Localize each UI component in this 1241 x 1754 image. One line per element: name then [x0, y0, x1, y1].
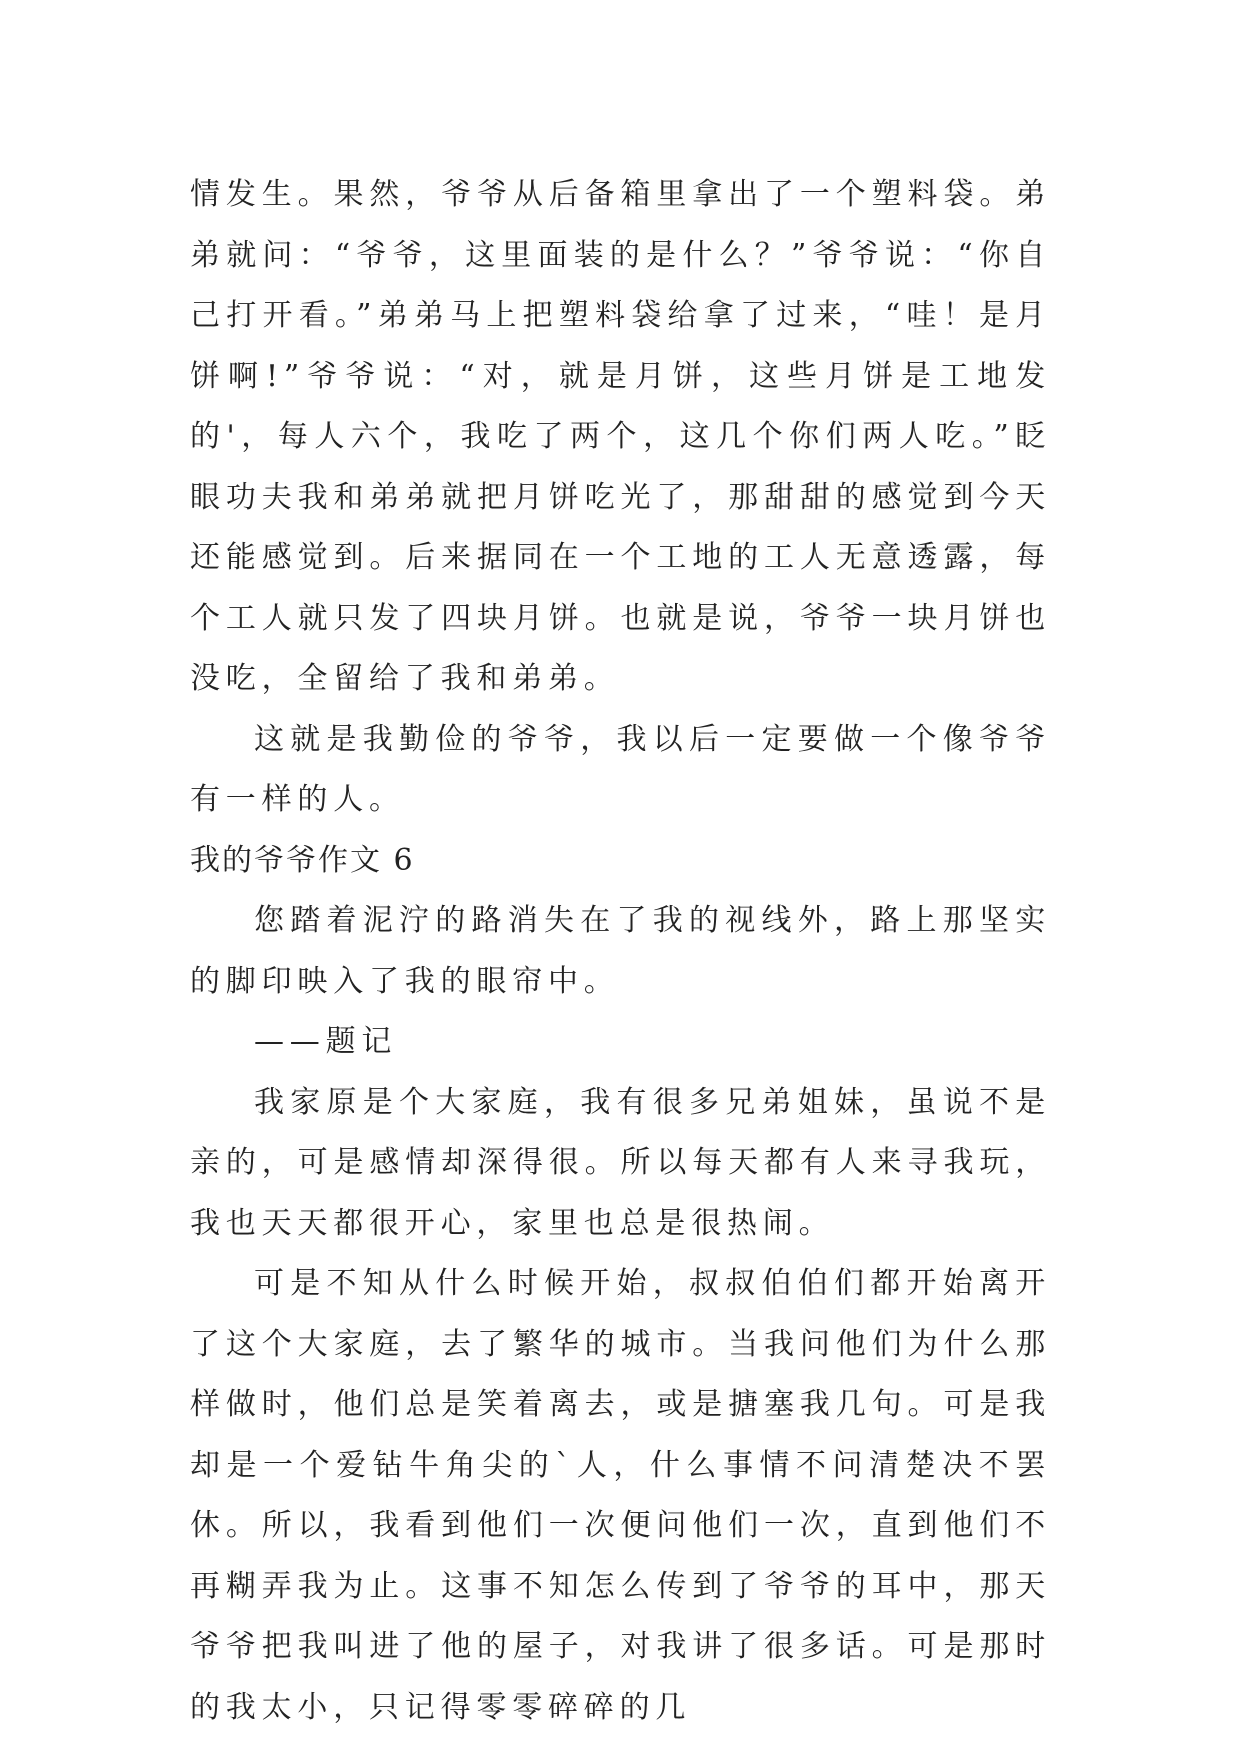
document-page — [190, 165, 1051, 1738]
paragraph-relatives-leaving: 可是不知从什么时候开始，叔叔伯伯们都开始离开了这个大家庭，去了繁华的城市。当我问他们为什么那样做时，他们总是笑着离去，或是搪塞我几句。可是我却是一个爱钻牛角尖的`人，什么事情不问清楚决不罢休。所以，我看到他们一次便问他们一次，直到他们不再糊弄我为止。这事不知怎么传到了爷爷的耳中，那天爷爷把我叫进了他的屋子，对我讲了很多话。可是那时的我太小，只记得零零碎碎的几 — [190, 1266, 1051, 1725]
paragraph-epigraph: 您踏着泥泞的路消失在了我的视线外，路上那坚实的脚印映入了我的眼帘中。 — [190, 903, 1051, 999]
paragraph-epigraph-attribution: ——题记 — [254, 1024, 398, 1059]
paragraph-mooncake-story: 情发生。果然，爷爷从后备箱里拿出了一个塑料袋。弟弟就问：“爷爷，这里面装的是什么？”爷爷说：“你自己打开看。”弟弟马上把塑料袋给拿了过来，“哇！是月饼啊!”爷爷说：“对，就是月饼，这些月饼是工地发的'，每人六个，我吃了两个，这几个你们两人吃。”眨眼功夫我和弟弟就把月饼吃光了，那甜甜的感觉到今天还能感觉到。后来据同在一个工地的工人无意透露，每个工人就只发了四块月饼。也就是说，爷爷一块月饼也没吃，全留给了我和弟弟。 — [190, 177, 1051, 696]
paragraph-frugal-grandpa: 这就是我勤俭的爷爷，我以后一定要做一个像爷爷有一样的人。 — [190, 721, 1051, 817]
essay-title: 我的爷爷作文 6 — [190, 842, 415, 878]
paragraph-big-family: 我家原是个大家庭，我有很多兄弟姐妹，虽说不是亲的，可是感情却深得很。所以每天都有人来寻我玩，我也天天都很开心，家里也总是很热闹。 — [190, 1084, 1051, 1241]
